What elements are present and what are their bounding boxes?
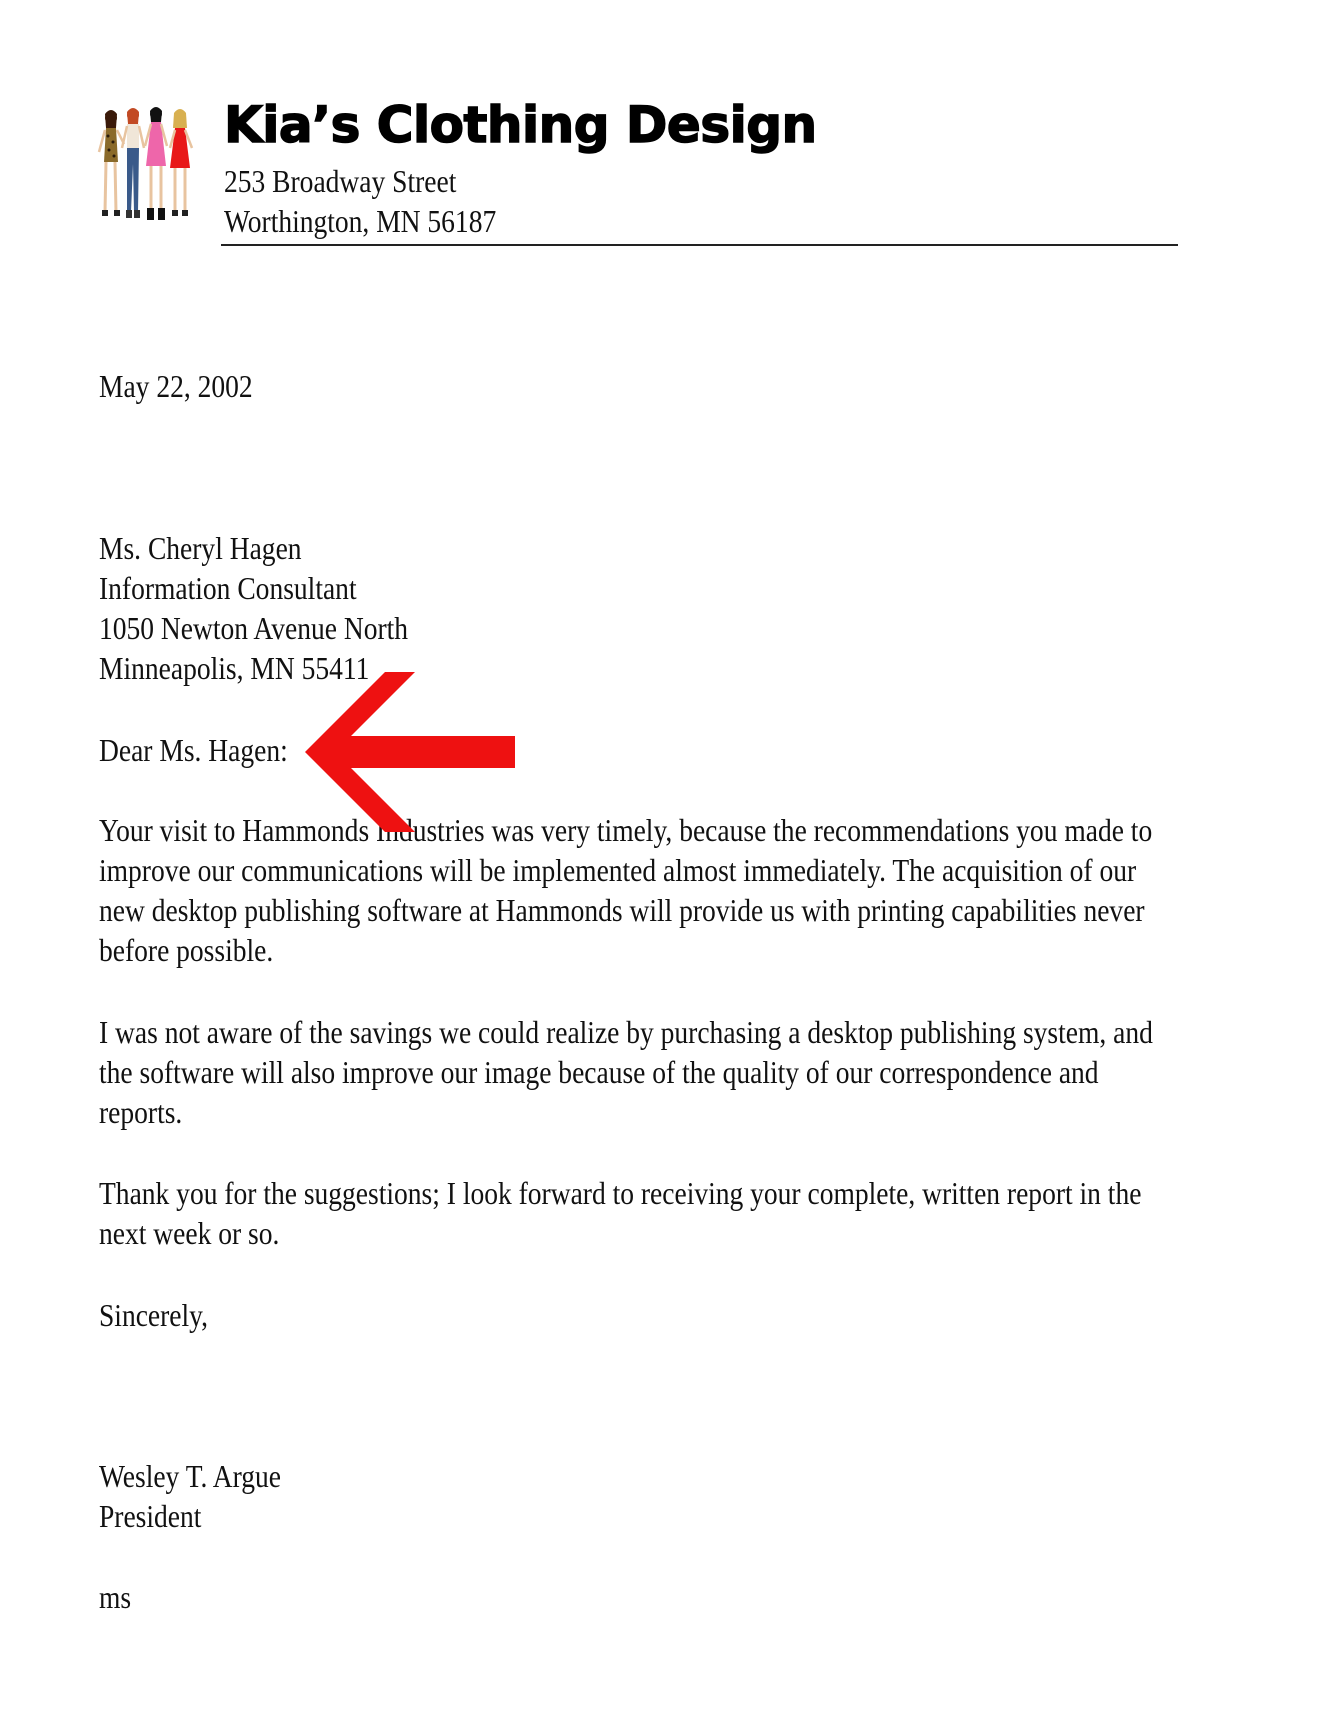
recipient-street: 1050 Newton Avenue North bbox=[99, 610, 409, 646]
four-women-fashion-icon bbox=[96, 104, 200, 226]
body-line: Your visit to Hammonds Industries was very timely, because the recommendations you made to bbox=[99, 812, 1153, 848]
recipient-title: Information Consultant bbox=[99, 570, 357, 606]
body-line: Thank you for the suggestions; I look forward to receiving your complete, written report in the bbox=[99, 1175, 1142, 1211]
signer-title: President bbox=[99, 1498, 202, 1534]
body-line: before possible. bbox=[99, 932, 274, 968]
company-street: 253 Broadway Street bbox=[224, 163, 457, 199]
body-line: reports. bbox=[99, 1094, 183, 1130]
red-arrow-icon bbox=[305, 672, 515, 842]
letter-date: May 22, 2002 bbox=[99, 368, 253, 404]
company-city-line: Worthington, MN 56187 bbox=[224, 203, 497, 239]
body-line: the software will also improve our image because of the quality of our correspondence and bbox=[99, 1054, 1099, 1090]
body-line: I was not aware of the savings we could realize by purchasing a desktop publishing system, and bbox=[99, 1014, 1153, 1050]
recipient-city-line: Minneapolis, MN 55411 bbox=[99, 650, 370, 686]
letterhead-divider bbox=[221, 244, 1178, 246]
closing: Sincerely, bbox=[99, 1297, 209, 1333]
signer-name: Wesley T. Argue bbox=[99, 1458, 281, 1494]
recipient-name: Ms. Cheryl Hagen bbox=[99, 530, 302, 566]
body-line: next week or so. bbox=[99, 1215, 280, 1251]
body-line: improve our communications will be implemented almost immediately. The acquisition of our bbox=[99, 852, 1137, 888]
typist-initials: ms bbox=[99, 1579, 132, 1615]
body-line: new desktop publishing software at Hammonds will provide us with printing capabilities never bbox=[99, 892, 1145, 928]
company-name: Kia’s Clothing Design bbox=[224, 96, 817, 154]
salutation: Dear Ms. Hagen: bbox=[99, 732, 288, 768]
